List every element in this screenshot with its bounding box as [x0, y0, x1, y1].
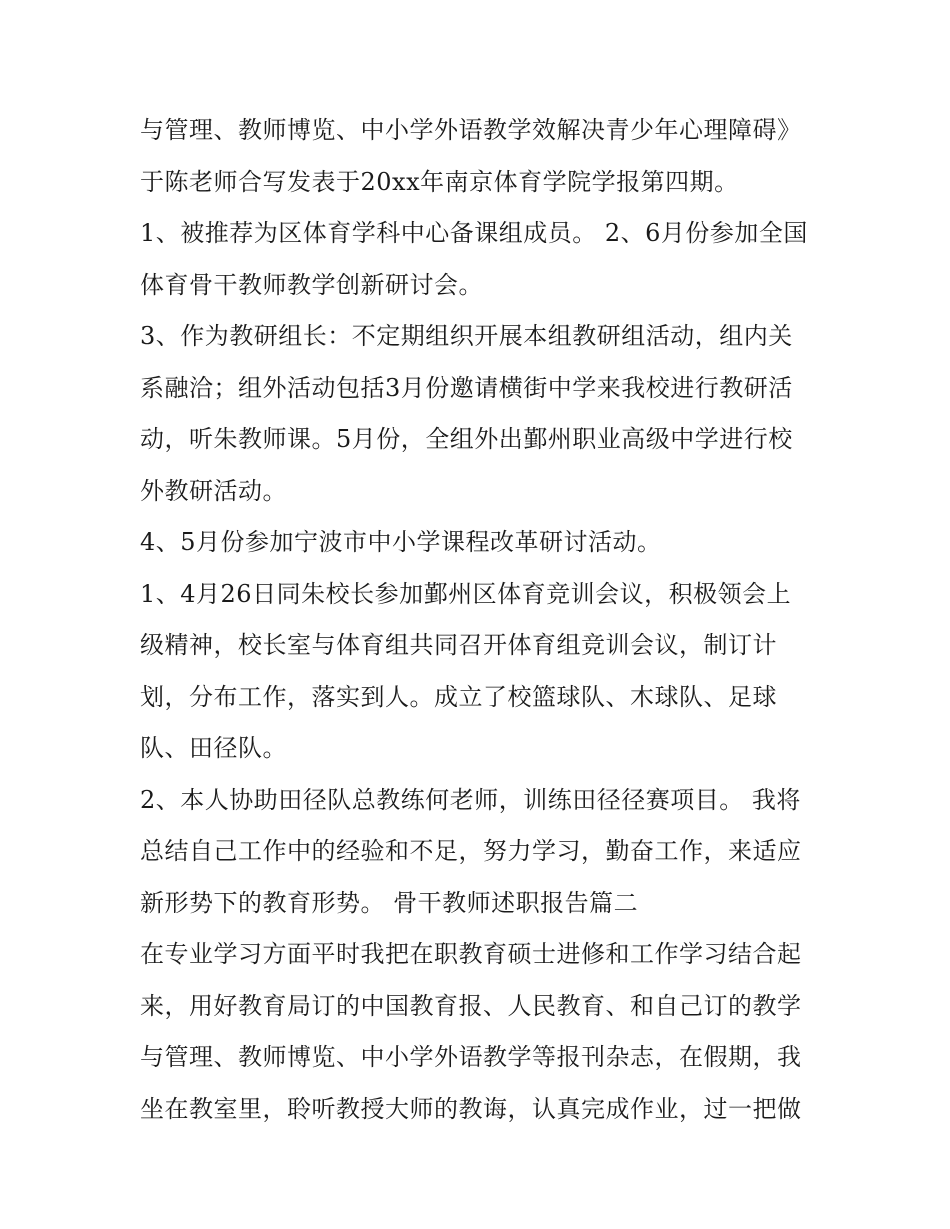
- text-line: 划，分布工作，落实到人。成立了校篮球队、木球队、足球: [140, 682, 777, 711]
- text-line: 坐在教室里，聆听教授大师的教诲，认真完成作业，过一把做: [140, 1094, 802, 1123]
- text-line: 与管理、教师博览、中小学外语教学等报刊杂志，在假期，我: [140, 1043, 802, 1071]
- text-line: 与管理、教师博览、中小学外语教学效解决青少年心理障碍》: [140, 116, 802, 144]
- text-line: 来，用好教育局订的中国教育报、人民教育、和自己订的教学: [140, 991, 802, 1020]
- text-line: 系融洽；组外活动包括3月份邀请横街中学来我校进行教研活: [140, 373, 793, 402]
- text-line: 外教研活动。: [140, 476, 287, 505]
- text-line: 新形势下的教育形势。 骨干教师述职报告篇二: [140, 888, 639, 917]
- text-line: 于陈老师合写发表于20xx年南京体育学院学报第四期。: [140, 167, 739, 196]
- text-line: 3、作为教研组长：不定期组织开展本组教研组活动，组内关: [140, 322, 793, 350]
- text-line: 动，听朱教师课。5月份，全组外出鄞州职业高级中学进行校: [140, 425, 793, 453]
- text-line: 1、被推荐为区体育学科中心备课组成员。 2、6月份参加全国: [140, 219, 808, 247]
- text-line: 2、本人协助田径队总教练何老师，训练田径径赛项目。 我将: [140, 785, 801, 814]
- text-line: 1、4月26日同朱校长参加鄞州区体育竞训会议，积极领会上: [140, 579, 792, 608]
- text-line: 在专业学习方面平时我把在职教育硕士进修和工作学习结合起: [140, 940, 802, 968]
- text-line: 总结自己工作中的经验和不足，努力学习，勤奋工作，来适应: [140, 837, 802, 865]
- text-line: 队、田径队。: [140, 734, 287, 762]
- document-body: [140, 105, 830, 1135]
- text-line: 4、5月份参加宁波市中小学课程改革研讨活动。: [140, 528, 662, 556]
- text-line: 级精神，校长室与体育组共同召开体育组竞训会议，制订计: [140, 631, 777, 659]
- text-line: 体育骨干教师教学创新研讨会。: [140, 270, 483, 299]
